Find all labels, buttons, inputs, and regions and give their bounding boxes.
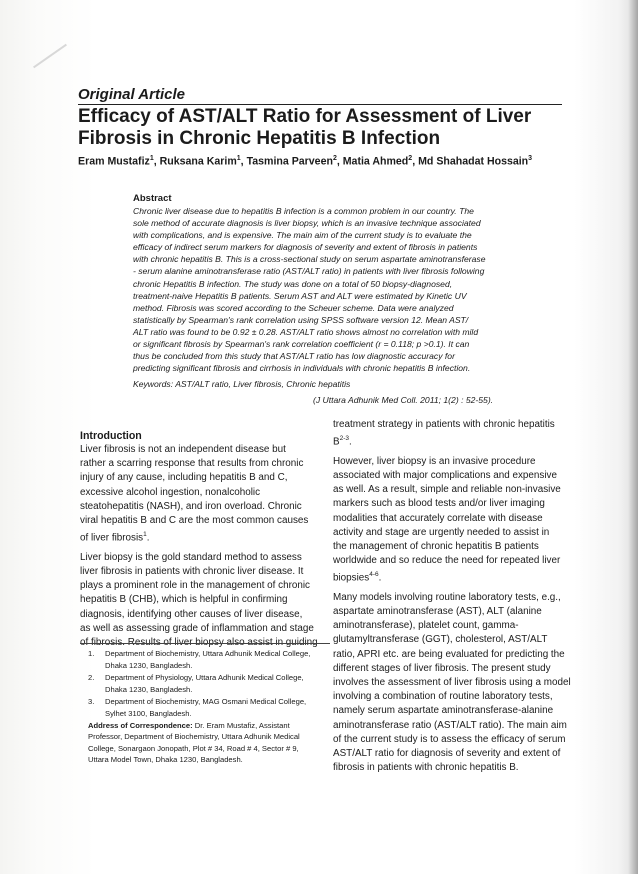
text-run: the management of chronic hepatitis B patients xyxy=(333,540,539,552)
text-run: Liver fibrosis is not an independent disease but xyxy=(80,444,286,455)
text-run: AST/ALT ratio for diagnosis of severity and extent of xyxy=(333,748,561,760)
abstract xyxy=(133,193,561,390)
body-line xyxy=(80,471,336,485)
text-run: biopsies xyxy=(333,572,370,584)
abstract-line: with chronic hepatitis B. This is a cross-sectional study on serum aspartate aminotransferase xyxy=(133,254,486,265)
footnote-number: 3. xyxy=(88,697,95,706)
abstract-line: - serum alanine aminotransferase ratio (AST/ALT ratio) in patients with liver fibrosis following xyxy=(133,266,485,277)
text-run: steatohepatitis (NASH), and iron overload. Chronic xyxy=(80,500,302,512)
paragraph xyxy=(80,551,336,650)
abstract-line: method. Fibrosis was scored according to the Scheuer scheme. Data were analyzed xyxy=(133,302,454,313)
body-line xyxy=(333,432,577,450)
author-name: Tasmina Parveen xyxy=(246,155,333,168)
body-line xyxy=(80,551,336,565)
text-run: . xyxy=(349,436,352,448)
text-run: . xyxy=(378,572,382,584)
body-line xyxy=(333,719,577,733)
author-name: Md Shahadat Hossain xyxy=(418,155,529,168)
text-run: rather a scarring response that results from chronic xyxy=(80,458,304,470)
text-run: as well. As a result, simple and reliable non-invasive xyxy=(333,484,561,496)
body-line xyxy=(333,526,577,540)
address-line xyxy=(88,720,338,731)
text-run: of liver fibrosis xyxy=(80,532,144,544)
title-line: Efficacy of AST/ALT Ratio for Assessment of Liver xyxy=(78,106,532,127)
keywords: Keywords: AST/ALT ratio, Liver fibrosis, Chronic hepatitis xyxy=(133,379,351,390)
paragraph xyxy=(80,443,336,546)
body-line xyxy=(333,497,577,511)
reference-mark: 2-3 xyxy=(339,435,349,443)
left-column xyxy=(80,429,336,655)
address-lines xyxy=(88,731,338,765)
text-run: excessive alcohol ingestion, nonalcoholic xyxy=(80,486,261,498)
citation: (J Uttara Adhunik Med Coll. 2011; 1(2) : 52-55). xyxy=(313,395,494,405)
footnote-list xyxy=(88,648,338,719)
author-separator: , xyxy=(412,155,419,168)
body-line xyxy=(333,619,577,633)
body-line xyxy=(333,676,577,690)
text-run: aspartate aminotransferase (AST), ALT (alanine xyxy=(333,606,542,618)
text-run: Liver biopsy is the gold standard method to assess xyxy=(80,551,302,563)
body-line xyxy=(80,514,336,528)
section-label: Original Article xyxy=(78,86,185,103)
abstract-line: or significant fibrosis by Spearman's rank correlation coefficient (r = 0.118; p >0.1). It can xyxy=(133,339,470,350)
author-name: Matia Ahmed xyxy=(342,155,409,168)
body-line xyxy=(80,500,336,514)
scan-mark xyxy=(33,44,67,69)
footnote-line: Sylhet 3100, Bangladesh. xyxy=(105,708,192,718)
text-run: liver fibrosis in patients with chronic liver disease. It xyxy=(80,565,304,577)
header-rule xyxy=(78,104,562,105)
body-line xyxy=(333,690,577,704)
address-line: College, Sonargaon Jonopath, Plot # 34, Road # 4, Sector # 9, xyxy=(88,743,299,753)
title-line: Fibrosis in Chronic Hepatitis B Infection xyxy=(78,128,441,149)
body-line xyxy=(333,483,577,497)
body-line xyxy=(333,568,577,586)
abstract-line: statistically by Spearman's rank correlation using SPSS software version 12. Mean AST/ xyxy=(133,314,469,325)
author-list xyxy=(78,155,558,168)
author-affiliation-mark: 1 xyxy=(149,155,154,162)
right-column-body xyxy=(333,418,577,775)
text-run: as well as assessing grade of inflammation and stage xyxy=(80,622,314,634)
footnote-line: Department of Physiology, Uttara Adhunik Medical College, xyxy=(105,673,304,682)
text-run: namely serum aspartate aminotransferase-alanine xyxy=(333,705,554,717)
body-line xyxy=(80,486,336,500)
paragraph xyxy=(333,418,577,450)
author-affiliation-mark: 3 xyxy=(528,155,533,162)
author-separator: , xyxy=(336,155,343,168)
body-line xyxy=(333,512,577,526)
text-run: activity and stage are urgently needed to assist in xyxy=(333,526,550,538)
author-separator: , xyxy=(240,155,247,168)
text-run: diagnosis, identifying other causes of liver disease, xyxy=(80,608,303,620)
author-name: Eram Mustafiz xyxy=(78,155,150,168)
text-run: involving a combination of routine laboratory tests, xyxy=(333,691,553,703)
body-line xyxy=(333,591,577,605)
text-run: viral hepatitis B and C are the most common causes xyxy=(80,515,309,527)
body-line xyxy=(80,443,336,457)
text-run: Many models involving routine laboratory tests, e.g., xyxy=(333,591,561,603)
address-label: Address of Correspondence: xyxy=(88,721,193,730)
text-run: worldwide and so reduce the need for repeated liver xyxy=(333,555,561,567)
address-line: Uttara Model Town, Dhaka 1230, Bangladesh. xyxy=(88,754,243,764)
body-line xyxy=(80,593,336,607)
author-affiliation-mark: 2 xyxy=(332,155,337,162)
footnote xyxy=(88,696,338,719)
body-line xyxy=(333,605,577,619)
body-line xyxy=(333,554,577,568)
reference-mark: 4-6 xyxy=(369,571,379,579)
address-first-line: Dr. Eram Mustafiz, Assistant xyxy=(192,721,290,730)
abstract-heading: Abstract xyxy=(133,193,172,204)
body-line xyxy=(80,579,336,593)
page-edge-shadow xyxy=(628,0,638,874)
footnote-number: 1. xyxy=(88,649,95,658)
affiliations xyxy=(88,648,338,765)
text-run: associated with major complications and expensive xyxy=(333,469,557,481)
text-run: treatment strategy in patients with chronic hepatitis xyxy=(333,419,555,430)
text-run: modalities that accurately correlate with disease xyxy=(333,512,543,524)
body-line xyxy=(333,633,577,647)
text-run: ratio, APRI etc. are being evaluated for predicting the xyxy=(333,648,565,660)
abstract-line: Chronic liver disease due to hepatitis B infection is a common problem in our country. The xyxy=(133,206,474,216)
paragraph xyxy=(333,455,577,586)
body-line xyxy=(80,528,336,546)
abstract-line: with complications, and is expensive. The main aim of the current study is to evaluate the xyxy=(133,230,472,241)
footnote-rule xyxy=(80,643,330,644)
introduction-heading: Introduction xyxy=(80,430,142,442)
author-separator: , xyxy=(153,155,160,168)
text-run: plays a prominent role in the management of chronic xyxy=(80,580,310,592)
body-line xyxy=(333,648,577,662)
abstract-line: chronic Hepatitis B infection. The study was done on a total of 50 biopsy-diagnosed, xyxy=(133,278,453,289)
author-name: Ruksana Karim xyxy=(159,155,237,168)
body-line xyxy=(333,704,577,718)
text-run: However, liver biopsy is an invasive procedure xyxy=(333,455,536,467)
body-line xyxy=(333,455,577,469)
footnote-line: Department of Biochemistry, Uttara Adhunik Medical College, xyxy=(105,649,311,658)
abstract-line: sole method of accurate diagnosis is liver biopsy, which is an invasive technique associated xyxy=(133,218,481,229)
footnote-line: Department of Biochemistry, MAG Osmani Medical College, xyxy=(105,697,307,706)
text-run: markers such as blood tests and/or liver imaging xyxy=(333,498,545,510)
text-run: glutamyltransferase (GGT), cholesterol, AST/ALT xyxy=(333,634,548,646)
address-line: Professor, Department of Biochemistry, Uttara Adhunik Medical xyxy=(88,732,300,742)
footnote-number: 2. xyxy=(88,673,95,682)
body-line xyxy=(80,565,336,579)
abstract-line: thus be concluded from this study that AST/ALT ratio has low diagnostic accuracy for xyxy=(133,351,455,362)
body-line xyxy=(80,622,336,636)
text-run: injury of any cause, including hepatitis B and C, xyxy=(80,472,288,484)
paragraph xyxy=(333,591,577,776)
body-line xyxy=(333,469,577,483)
body-line xyxy=(333,662,577,676)
body-line xyxy=(333,733,577,747)
introduction-body xyxy=(80,443,336,650)
right-column xyxy=(333,418,577,780)
article-title xyxy=(78,106,558,150)
text-run: hepatitis B (CHB), which is helpful in confirming xyxy=(80,594,288,606)
footnote-line: Dhaka 1230, Bangladesh. xyxy=(105,684,193,694)
body-line xyxy=(333,540,577,554)
author-affiliation-mark: 1 xyxy=(236,155,241,162)
text-run: aminotransferase), platelet count, gamma- xyxy=(333,620,519,632)
abstract-body xyxy=(133,205,561,374)
text-run: fibrosis in patients with chronic hepatitis B. xyxy=(333,762,519,774)
abstract-line: efficacy of indirect serum markers for diagnosis of severity and extent of fibrosis in patients xyxy=(133,242,478,253)
text-run: aminotransferase ratio (AST/ALT ratio). The main aim xyxy=(333,719,567,731)
body-line xyxy=(333,747,577,761)
correspondence-address xyxy=(88,720,338,765)
text-run: different stages of liver fibrosis. The present study xyxy=(333,662,551,674)
text-run: involves the assessment of liver fibrosis using a model xyxy=(333,677,571,689)
abstract-line: treatment-naive Hepatitis B patients. Serum AST and ALT were estimated by Kinetic UV xyxy=(133,290,467,301)
body-line xyxy=(80,457,336,471)
abstract-line: predicting significant fibrosis and cirrhosis in individuals with chronic hepatitis B infection. xyxy=(133,363,471,374)
abstract-line: ALT ratio was found to be 0.92 ± 0.28. AST/ALT ratio shows almost no correlation with mild xyxy=(133,326,479,337)
footnote-line: Dhaka 1230, Bangladesh. xyxy=(105,660,193,670)
body-line xyxy=(333,418,577,432)
text-run: . xyxy=(146,532,150,544)
footnote xyxy=(88,648,338,671)
author-affiliation-mark: 2 xyxy=(408,155,413,162)
footnote xyxy=(88,672,338,695)
text-run: B xyxy=(333,436,340,448)
body-line xyxy=(80,608,336,622)
reference-mark: 1 xyxy=(143,531,147,539)
body-line xyxy=(333,761,577,775)
text-run: of the current study is to assess the efficacy of serum xyxy=(333,733,566,745)
